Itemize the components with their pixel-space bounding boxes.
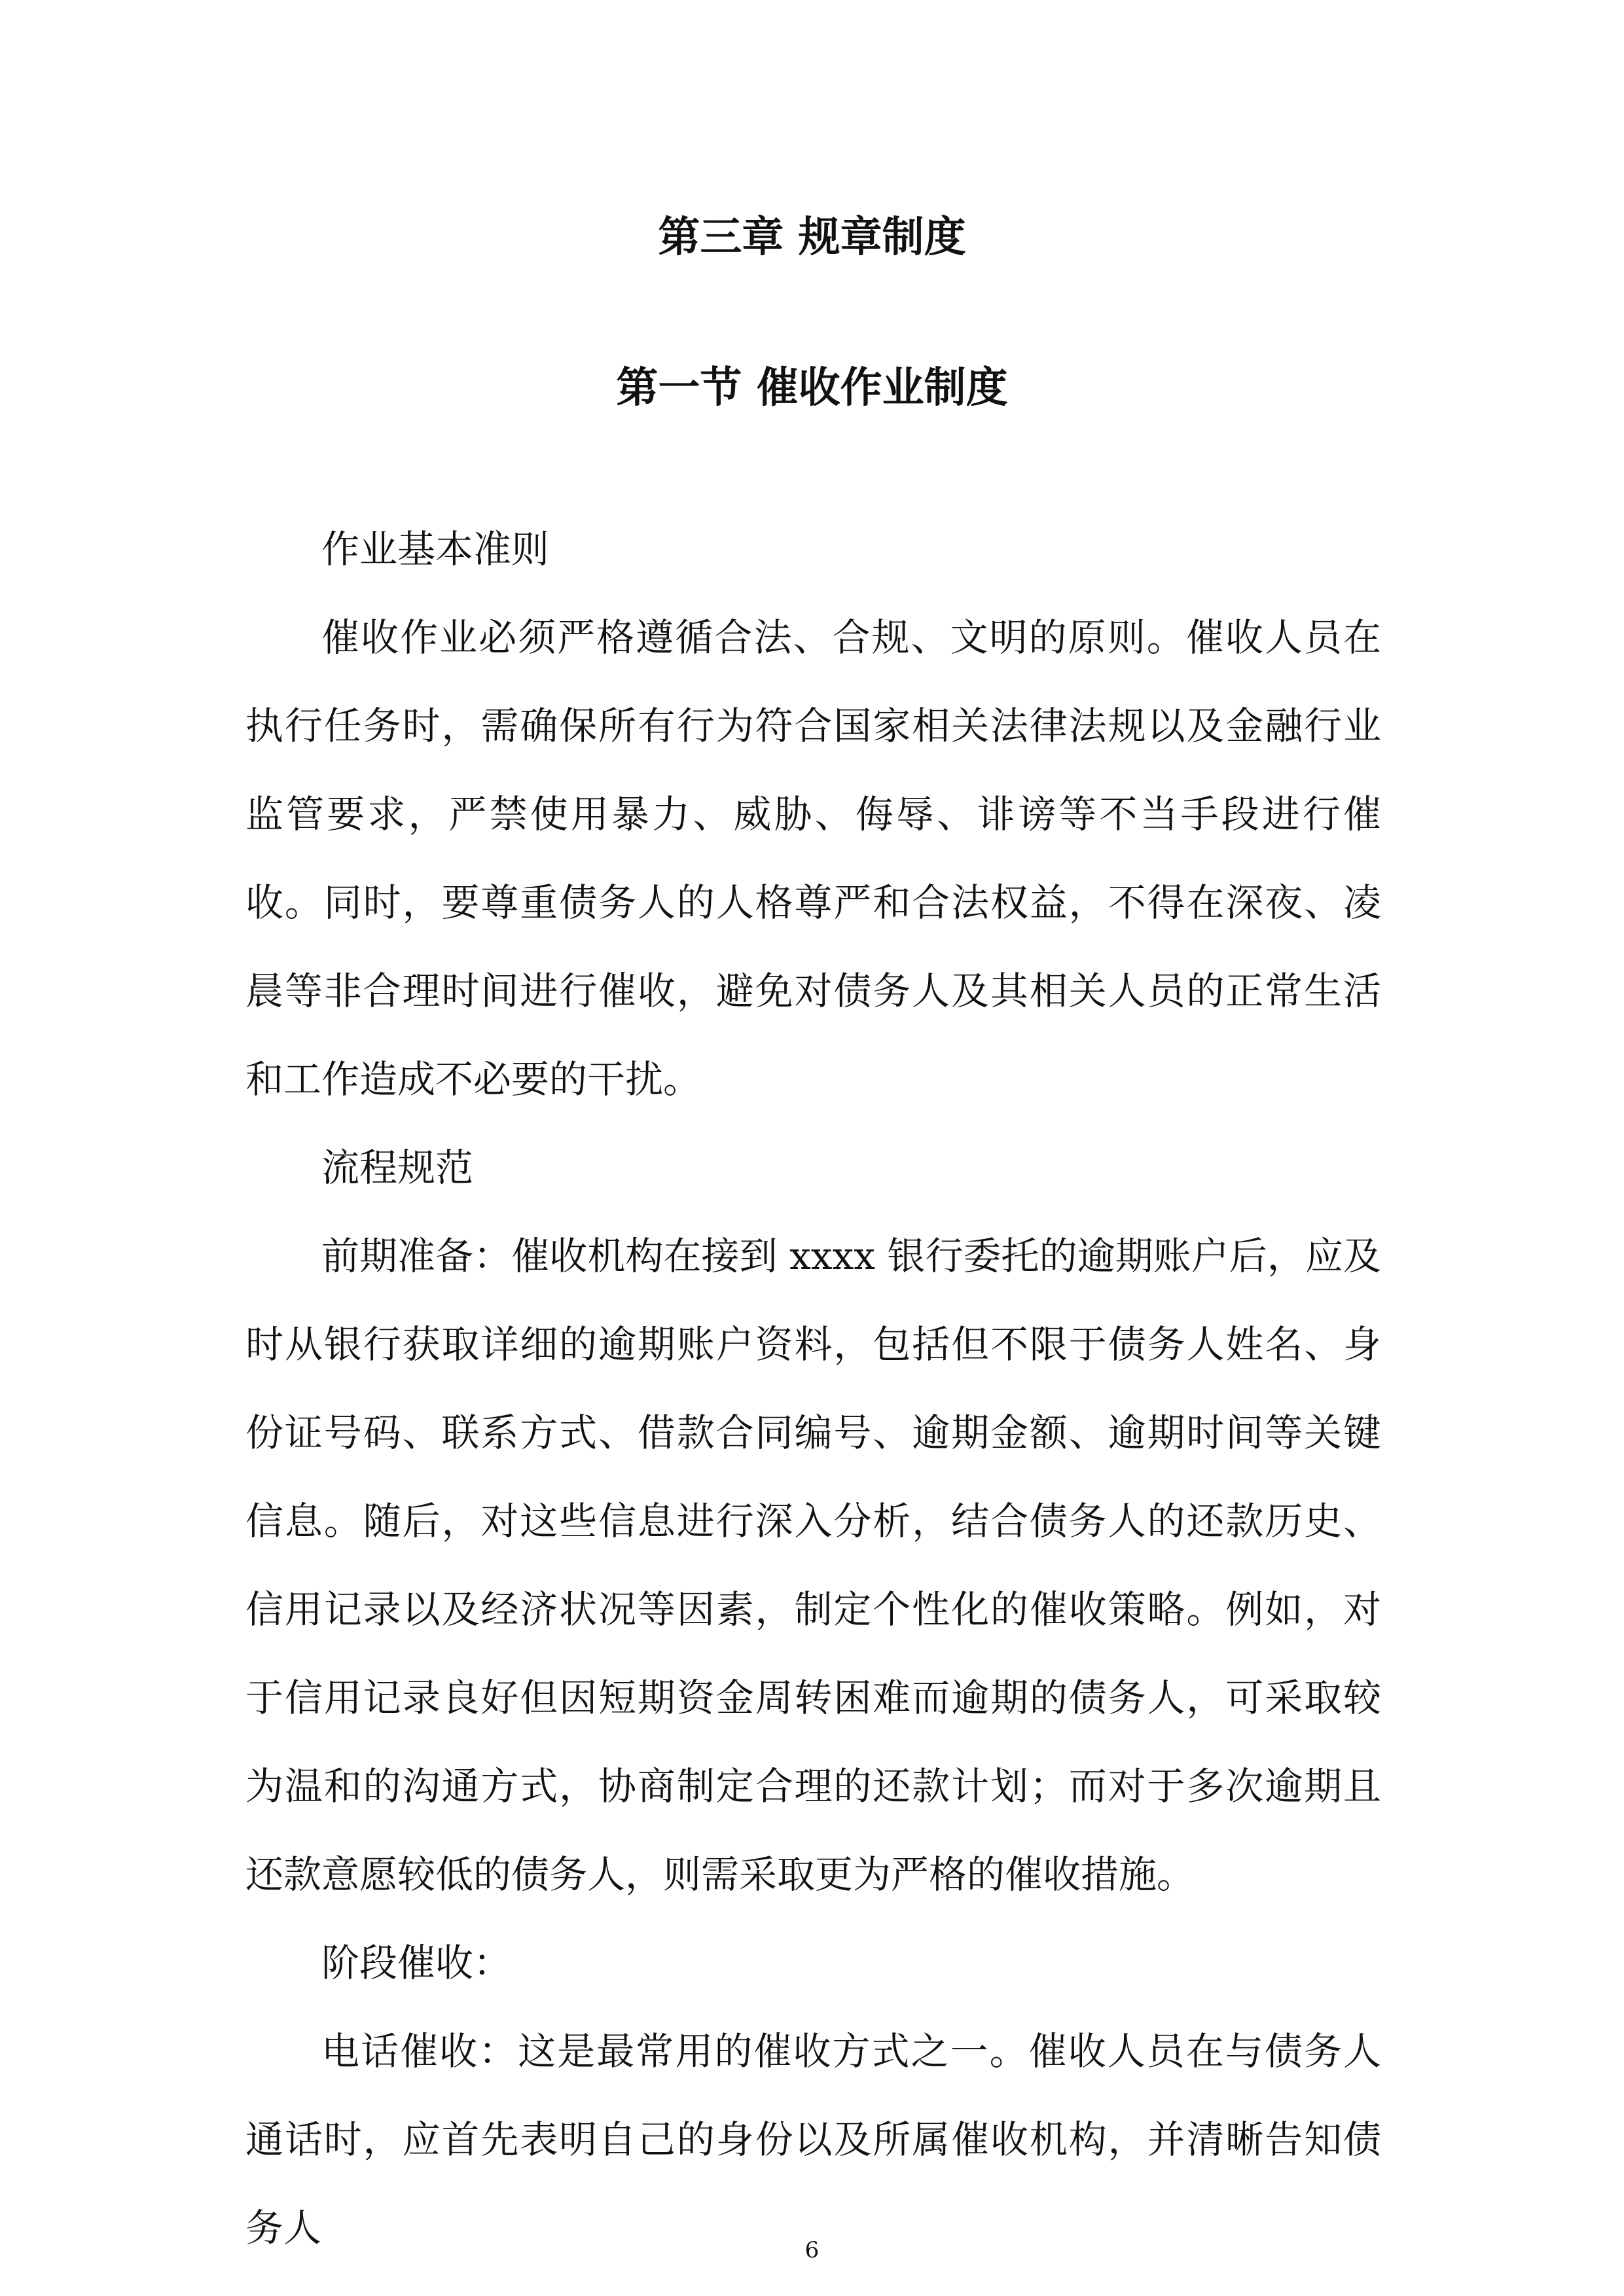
- chapter-title: 第三章 规章制度: [658, 213, 966, 262]
- body-text: [245, 505, 1381, 2272]
- section-title: 第一节 催收作业制度: [616, 363, 1008, 412]
- paragraph-basic-principles: 催收作业必须严格遵循合法、合规、文明的原则。催收人员在执行任务时，需确保所有行为符合国家相关法律法规以及金融行业监管要求，严禁使用暴力、威胁、侮辱、诽谤等不当手段进行催收。同时，要尊重债务人的人格尊严和合法权益，不得在深夜、凌晨等非合理时间进行催收，避免对债务人及其相关人员的正常生活和工作造成不必要的干扰。: [245, 615, 1381, 1102]
- paragraph-heading-process-norms: 流程规范: [321, 1145, 474, 1190]
- page-number: 6: [804, 2237, 820, 2263]
- paragraph-heading-basic-principles: 作业基本准则: [321, 527, 550, 571]
- paragraph-preliminary-preparation: 前期准备：催收机构在接到 xxxx 银行委托的逾期账户后，应及时从银行获取详细的逾期账户资料，包括但不限于债务人姓名、身份证号码、联系方式、借款合同编号、逾期金额、逾期时间等关键信息。随后，对这些信息进行深入分析，结合债务人的还款历史、信用记录以及经济状况等因素，制定个性化的催收策略。例如，对于信用记录良好但因短期资金周转困难而逾期的债务人，可采取较为温和的沟通方式，协商制定合理的还款计划；而对于多次逾期且还款意愿较低的债务人，则需采取更为严格的催收措施。: [245, 1234, 1381, 1897]
- paragraph-heading-stage-collection: 阶段催收：: [321, 1941, 512, 1985]
- paragraph-phone-collection: 电话催收：这是最常用的催收方式之一。催收人员在与债务人通话时，应首先表明自己的身份以及所属催收机构，并清晰告知债务人: [245, 2029, 1381, 2250]
